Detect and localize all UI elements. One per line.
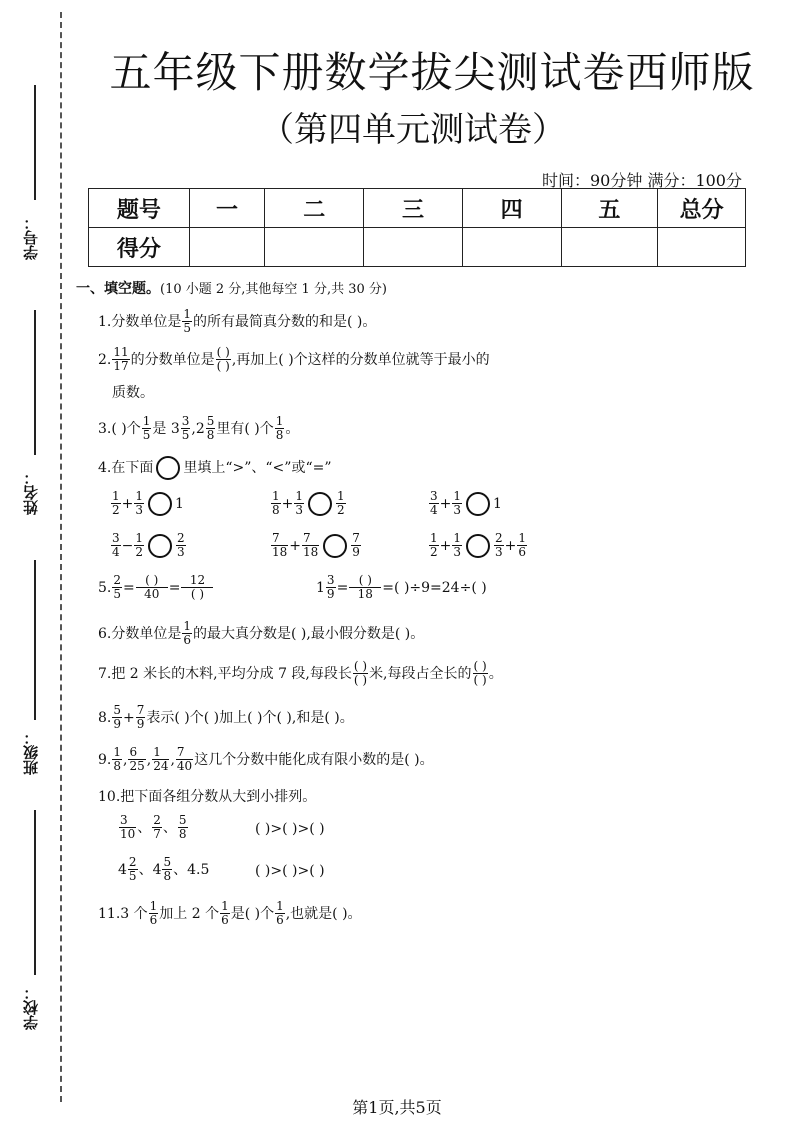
fraction: [182, 308, 192, 335]
fraction: [275, 415, 285, 442]
q5-text: =( )÷9=24÷( ): [382, 579, 487, 596]
text: +: [504, 537, 517, 554]
denominator: 9: [136, 717, 145, 732]
fraction: [182, 620, 192, 647]
numerator: 7: [303, 531, 311, 545]
q4-text-2: 里填上“>”、“<”或“=”: [183, 460, 332, 476]
numerator: 7: [352, 531, 360, 545]
fraction: [162, 856, 172, 883]
numerator: 1: [183, 307, 191, 321]
question-2: [98, 346, 490, 373]
denominator: 17: [113, 359, 129, 374]
section-heading: [76, 278, 387, 298]
fraction: [111, 490, 121, 517]
numerator: 12: [189, 573, 206, 587]
header-cell: 一: [189, 189, 265, 228]
numerator: 2: [495, 531, 503, 545]
question-8: [98, 704, 354, 731]
fraction: [119, 814, 136, 841]
score-cell[interactable]: [364, 228, 463, 267]
text: 4: [118, 861, 127, 878]
numerator: 7: [176, 745, 185, 759]
numerator: 1: [430, 531, 438, 545]
q9-text: 这几个分数中能化成有限小数的是( )。: [194, 751, 434, 768]
denominator: 3: [453, 545, 462, 560]
text: 是( )个: [230, 905, 275, 922]
numerator: 1: [275, 414, 284, 428]
page-footer: 第1页,共5页: [352, 1098, 442, 1117]
time-score-info: 时间：90分钟 满分：100分: [542, 171, 742, 190]
text: 4: [152, 861, 162, 878]
denominator: 8: [272, 503, 280, 518]
score-cell[interactable]: [462, 228, 561, 267]
text: =: [168, 579, 181, 596]
text: +: [121, 495, 134, 512]
compare-circle[interactable]: [466, 492, 490, 516]
score-cell[interactable]: [561, 228, 658, 267]
name-line: [34, 310, 36, 455]
text: 9.: [98, 751, 112, 768]
denominator: 25: [129, 759, 145, 774]
score-table: [88, 188, 746, 267]
q10-answer-1[interactable]: [255, 822, 325, 836]
text: =: [336, 579, 349, 596]
q2-text-3: 质数。: [112, 385, 154, 401]
numerator: ( ): [145, 573, 159, 587]
score-cell[interactable]: [265, 228, 364, 267]
numerator: 1: [272, 489, 280, 503]
section-title: 一、填空题。: [76, 281, 160, 297]
denominator: 9: [326, 587, 335, 602]
section-note: (10 小题 2 分,其他每空 1 分,共 30 分): [160, 282, 387, 297]
denominator: 3: [177, 545, 185, 560]
q4-text: 4.在下面: [98, 460, 154, 476]
denominator: 2: [430, 545, 438, 560]
q2-num: 2.: [98, 351, 112, 368]
q1-text-2: 的所有最简真分数的和是( )。: [193, 313, 377, 330]
exam-subtitle: （第四单元测试卷）: [260, 110, 566, 150]
denominator: 6: [221, 913, 229, 928]
denominator: ( ): [190, 587, 205, 602]
text: 1: [175, 495, 184, 512]
numerator: 3: [112, 531, 120, 545]
denominator: 40: [144, 587, 160, 602]
fraction: [112, 346, 129, 373]
question-6: [98, 620, 424, 647]
score-row-label: 得分: [89, 228, 190, 267]
header-cell: 二: [265, 189, 364, 228]
q3-text-4: 里有( )个: [216, 420, 274, 437]
fraction: [128, 746, 145, 773]
compare-item-3: [428, 490, 502, 517]
fraction-blank[interactable]: [473, 660, 488, 687]
compare-circle[interactable]: [466, 534, 490, 558]
denominator: 3: [495, 545, 503, 560]
fraction-blank[interactable]: [216, 346, 231, 373]
q10-row-2: [118, 856, 209, 883]
numerator: 1: [276, 899, 284, 913]
fraction: [178, 814, 188, 841]
text: +: [439, 537, 452, 554]
numerator: 5: [178, 813, 187, 827]
denominator: ( ): [216, 359, 230, 374]
fraction: [134, 532, 144, 559]
fraction: [206, 415, 216, 442]
text: +: [281, 495, 294, 512]
q3-text-3: ,2: [191, 420, 205, 437]
denominator: 3: [135, 503, 144, 518]
header-cell: 三: [364, 189, 463, 228]
numerator: ( ): [216, 345, 230, 359]
numerator: 1: [518, 531, 527, 545]
score-cell[interactable]: [189, 228, 265, 267]
denominator: 6: [276, 913, 284, 928]
fraction: [152, 814, 162, 841]
fraction: [149, 900, 159, 927]
denominator: 18: [357, 587, 373, 602]
school-label: 学校：: [22, 985, 40, 1030]
fraction: [294, 490, 304, 517]
denominator: 8: [178, 827, 187, 842]
numerator: 5: [113, 703, 121, 717]
denominator: 6: [183, 633, 191, 648]
numerator: ( ): [353, 659, 368, 673]
numerator: 1: [113, 745, 121, 759]
denominator: 6: [149, 913, 158, 928]
text: 1: [316, 579, 325, 596]
denominator: 5: [183, 321, 191, 336]
text: ,: [146, 751, 152, 768]
text: ( )>( )>( ): [255, 821, 325, 837]
denominator: 2: [337, 503, 345, 518]
denominator: ( ): [473, 673, 487, 688]
numerator: 1: [183, 619, 191, 633]
text: 。: [488, 665, 503, 682]
numerator: 5: [163, 855, 172, 869]
class-label: 班级：: [22, 730, 40, 775]
school-line: [34, 810, 36, 975]
denominator: 5: [113, 587, 121, 602]
fraction: [112, 704, 122, 731]
fraction: [336, 490, 346, 517]
fraction: [176, 532, 186, 559]
numerator: 3: [430, 489, 438, 503]
denominator: 7: [153, 827, 161, 842]
fraction: [128, 856, 138, 883]
numerator: 2: [153, 813, 161, 827]
numerator: 1: [453, 489, 462, 503]
question-10: [98, 790, 316, 804]
text: ( )>( )>( ): [255, 863, 325, 879]
fraction-blank[interactable]: [136, 574, 168, 601]
fraction-blank[interactable]: [181, 574, 213, 601]
numerator: 2: [177, 531, 185, 545]
denominator: 40: [176, 759, 193, 774]
denominator: 5: [142, 428, 151, 443]
q8-text: 表示( )个( )加上( )个( ),和是( )。: [146, 709, 354, 726]
numerator: 1: [153, 745, 161, 759]
denominator: 8: [163, 869, 172, 884]
student-id-label: 学号：: [22, 215, 40, 260]
q5-num: 5.: [98, 579, 112, 596]
numerator: 1: [453, 531, 462, 545]
class-line: [34, 560, 36, 720]
fraction-blank[interactable]: [349, 574, 381, 601]
question-2-continued: [112, 386, 154, 400]
fraction: [452, 532, 462, 559]
question-11: [98, 900, 362, 927]
q3-text: 3.( )个: [98, 420, 141, 437]
denominator: 8: [206, 428, 215, 443]
denominator: 5: [128, 869, 137, 884]
q7-text: 7.把 2 米长的木料,平均分成 7 段,每段长: [98, 665, 352, 682]
denominator: ( ): [353, 673, 368, 688]
question-4: [98, 456, 332, 480]
numerator: 11: [113, 345, 129, 359]
compare-item-4: [110, 532, 187, 559]
numerator: 2: [113, 573, 121, 587]
fraction: [494, 532, 504, 559]
denominator: 3: [295, 503, 304, 518]
denominator: 2: [112, 503, 120, 518]
score-cell[interactable]: [658, 228, 746, 267]
denominator: 18: [272, 545, 288, 560]
numerator: 7: [272, 531, 280, 545]
numerator: 5: [206, 414, 215, 428]
denominator: 6: [518, 545, 527, 560]
text: 、: [162, 819, 177, 836]
denominator: 4: [430, 503, 438, 518]
fraction: [271, 490, 281, 517]
text: ,也就是( )。: [285, 905, 362, 922]
q10-answer-2[interactable]: [255, 864, 325, 878]
fraction: [220, 900, 230, 927]
denominator: 8: [275, 428, 284, 443]
q1-text: 1.分数单位是: [98, 313, 182, 330]
fraction: [112, 746, 122, 773]
numerator: 1: [112, 489, 120, 503]
score-table-header-row: [89, 189, 746, 228]
fraction: [326, 574, 336, 601]
question-3: [98, 415, 299, 442]
numerator: 2: [128, 855, 137, 869]
compare-circle[interactable]: [308, 492, 332, 516]
question-5: [98, 574, 214, 601]
text: −: [121, 537, 134, 554]
compare-item-5: [270, 532, 362, 559]
q6-text: 6.分数单位是: [98, 625, 182, 642]
numerator: 1: [221, 899, 229, 913]
header-cell: 五: [561, 189, 658, 228]
header-cell: 题号: [89, 189, 190, 228]
fraction: [429, 532, 439, 559]
text: 、: [138, 861, 153, 878]
q10-row-1: [118, 814, 189, 841]
numerator: 1: [295, 489, 304, 503]
q2-text: 的分数单位是: [130, 351, 215, 368]
name-label: 姓名：: [22, 470, 40, 515]
fraction: [111, 532, 121, 559]
question-9: [98, 746, 434, 773]
fraction: [136, 704, 146, 731]
q3-text-2: 是 3: [152, 420, 180, 437]
numerator: 7: [136, 703, 145, 717]
fraction: [134, 490, 144, 517]
question-7: [98, 660, 503, 687]
numerator: 3: [181, 414, 190, 428]
denominator: 5: [181, 428, 190, 443]
numerator: 1: [337, 489, 345, 503]
numerator: 1: [142, 414, 151, 428]
denominator: 8: [113, 759, 121, 774]
fraction-blank[interactable]: [353, 660, 368, 687]
fraction: [176, 746, 193, 773]
numerator: 1: [135, 531, 144, 545]
text: 、: [173, 861, 188, 878]
compare-item-1: [110, 490, 184, 517]
denominator: 24: [153, 759, 169, 774]
text: 4.5: [187, 861, 210, 878]
text: 、: [137, 819, 152, 836]
compare-circle[interactable]: [323, 534, 347, 558]
question-5-part-2: [316, 574, 487, 601]
text: 1: [493, 495, 502, 512]
text: 8.: [98, 709, 112, 726]
q6-text-2: 的最大真分数是( ),最小假分数是( )。: [193, 625, 425, 642]
fraction: [517, 532, 527, 559]
denominator: 10: [120, 827, 136, 842]
fraction: [302, 532, 319, 559]
text: +: [439, 495, 452, 512]
compare-item-6: [428, 532, 528, 559]
q7-text-2: 米,每段占全长的: [369, 665, 472, 682]
text: +: [289, 537, 302, 554]
binding-dashed-line: [60, 12, 62, 1102]
fraction: [152, 746, 169, 773]
denominator: 4: [112, 545, 120, 560]
numerator: 6: [129, 745, 138, 759]
denominator: 18: [303, 545, 319, 560]
fraction: [452, 490, 462, 517]
fraction: [112, 574, 122, 601]
compare-circle[interactable]: [148, 492, 172, 516]
fraction: [271, 532, 288, 559]
numerator: 3: [326, 573, 335, 587]
header-cell: 四: [462, 189, 561, 228]
denominator: 2: [135, 545, 144, 560]
q3-text-5: 。: [285, 420, 300, 437]
numerator: ( ): [473, 659, 487, 673]
denominator: 9: [113, 717, 121, 732]
fraction: [275, 900, 285, 927]
student-id-line: [34, 85, 36, 200]
compare-circle[interactable]: [148, 534, 172, 558]
numerator: 1: [149, 899, 158, 913]
fraction: [429, 490, 439, 517]
circle-icon: [156, 456, 180, 480]
text: ,: [170, 751, 175, 768]
text: 加上 2 个: [159, 905, 220, 922]
denominator: 9: [352, 545, 360, 560]
numerator: 3: [120, 813, 128, 827]
text: =: [123, 579, 135, 596]
header-cell: 总分: [658, 189, 746, 228]
exam-title: 五年级下册数学拔尖测试卷西师版: [109, 48, 755, 97]
numerator: 1: [135, 489, 144, 503]
denominator: 3: [453, 503, 462, 518]
question-1: [98, 308, 376, 335]
fraction: [142, 415, 152, 442]
compare-item-2: [270, 490, 347, 517]
q2-text-2: ,再加上( )个这样的分数单位就等于最小的: [231, 351, 490, 368]
fraction: [181, 415, 191, 442]
text: +: [123, 709, 135, 726]
fraction: [351, 532, 361, 559]
q10-text: 10.把下面各组分数从大到小排列。: [98, 789, 317, 805]
numerator: ( ): [358, 573, 372, 587]
text: ,: [123, 751, 128, 768]
text: 11.3 个: [98, 905, 148, 922]
score-table-score-row: [89, 228, 746, 267]
